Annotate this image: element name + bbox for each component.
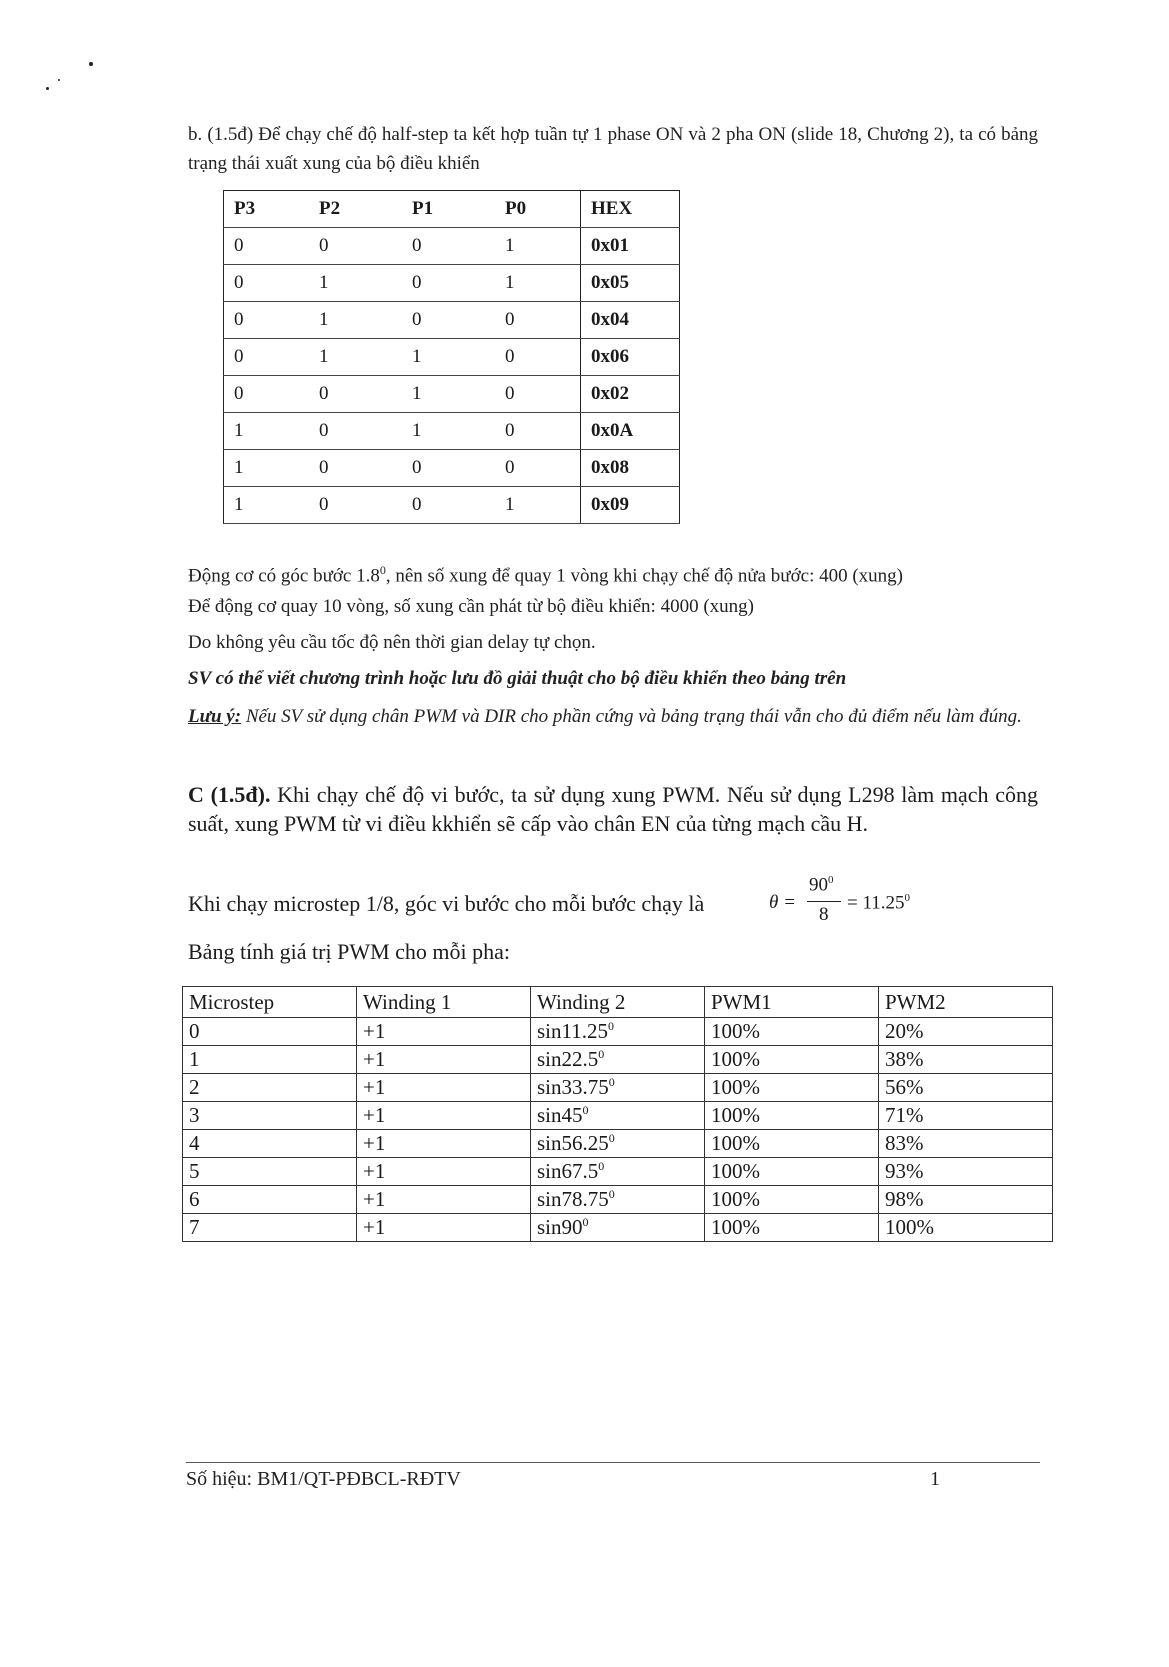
numerator-value: 90 bbox=[809, 874, 828, 896]
cell-value: 100% bbox=[711, 1019, 760, 1043]
degree-sup: 0 bbox=[608, 1075, 615, 1089]
table-cell bbox=[531, 1214, 705, 1242]
table-cell: 1 bbox=[402, 339, 495, 376]
cell-value: 20% bbox=[885, 1019, 924, 1043]
cell-value: 100% bbox=[711, 1187, 760, 1211]
cell-value: 4 bbox=[189, 1131, 200, 1155]
table-cell bbox=[183, 1046, 357, 1074]
col-header-winding-2: Winding 2 bbox=[531, 987, 705, 1018]
formula-result bbox=[847, 892, 910, 914]
cell-value: 93% bbox=[885, 1159, 924, 1183]
part-c-text: Khi chạy chế độ vi bước, ta sử dụng xung PWM. Nếu sử dụng L298 làm mạch công suất, xung PWM từ vi điều kkhiển sẽ cấp vào chân EN của từng mạch cầu H. bbox=[188, 782, 1038, 836]
formula-numerator bbox=[809, 874, 834, 896]
table-cell bbox=[531, 1130, 705, 1158]
table-row bbox=[183, 1130, 1053, 1158]
table-cell bbox=[357, 1186, 531, 1214]
cell-value: sin90 bbox=[537, 1215, 583, 1239]
step-angle-text: Động cơ có góc bước 1.8 bbox=[188, 565, 380, 587]
table-cell bbox=[531, 1074, 705, 1102]
cell-value: 83% bbox=[885, 1131, 924, 1155]
degree-sup: 0 bbox=[608, 1131, 615, 1145]
cell-value: 2 bbox=[189, 1075, 200, 1099]
pwm-table bbox=[182, 986, 1053, 1242]
col-header-p2: P2 bbox=[309, 191, 402, 228]
cell-value: 100% bbox=[711, 1103, 760, 1127]
table-cell: 0 bbox=[495, 339, 581, 376]
table-cell: 1 bbox=[224, 487, 310, 524]
table-cell bbox=[879, 1046, 1053, 1074]
table-cell: 0x05 bbox=[581, 265, 680, 302]
table-cell: 0 bbox=[402, 450, 495, 487]
table-cell bbox=[705, 1046, 879, 1074]
table-cell bbox=[357, 1214, 531, 1242]
table-cell bbox=[357, 1018, 531, 1046]
col-header-pwm2: PWM2 bbox=[879, 987, 1053, 1018]
scan-speck bbox=[46, 87, 49, 90]
table-cell bbox=[357, 1130, 531, 1158]
delay-line: Do không yêu cầu tốc độ nên thời gian delay tự chọn. bbox=[188, 632, 596, 653]
table-row bbox=[224, 265, 680, 302]
table-row bbox=[183, 1102, 1053, 1130]
col-header-p0: P0 bbox=[495, 191, 581, 228]
table-cell bbox=[879, 1130, 1053, 1158]
cell-value: sin56.25 bbox=[537, 1131, 609, 1155]
table-cell bbox=[705, 1214, 879, 1242]
table-cell bbox=[879, 1214, 1053, 1242]
table-cell bbox=[183, 1186, 357, 1214]
cell-value: 7 bbox=[189, 1215, 200, 1239]
table-cell: 1 bbox=[309, 265, 402, 302]
cell-value: sin45 bbox=[537, 1103, 583, 1127]
table-cell bbox=[183, 1102, 357, 1130]
table-cell: 1 bbox=[495, 228, 581, 265]
table-cell: 0 bbox=[402, 487, 495, 524]
table-cell: 0x01 bbox=[581, 228, 680, 265]
table-cell: 0 bbox=[224, 228, 310, 265]
fraction-bar bbox=[807, 901, 841, 902]
table-header-row bbox=[183, 987, 1053, 1018]
degree-sup: 0 bbox=[607, 1019, 614, 1033]
program-instruction-line: SV có thể viết chương trình hoặc lưu đồ giải thuật cho bộ điều khiển theo bảng trên bbox=[188, 668, 847, 689]
cell-value: +1 bbox=[363, 1075, 386, 1099]
table-cell: 0 bbox=[309, 228, 402, 265]
table-cell: 0x04 bbox=[581, 302, 680, 339]
part-b-intro: b. (1.5đ) Để chạy chế độ half-step ta kết hợp tuần tự 1 phase ON và 2 pha ON (slide 18, Chương 2), ta có bảng trạng thái xuất xung của bộ điều khiển bbox=[188, 124, 1038, 174]
table-cell bbox=[531, 1158, 705, 1186]
degree-sup: 0 bbox=[598, 1047, 605, 1061]
formula-denominator: 8 bbox=[819, 904, 829, 925]
cell-value: sin78.75 bbox=[537, 1187, 609, 1211]
cell-value: 98% bbox=[885, 1187, 924, 1211]
table-cell bbox=[183, 1130, 357, 1158]
microstep-line: Khi chạy microstep 1/8, góc vi bước cho mỗi bước chạy là bbox=[188, 891, 705, 916]
table-cell: 0 bbox=[309, 376, 402, 413]
table-cell: 0x02 bbox=[581, 376, 680, 413]
table-cell: 1 bbox=[402, 413, 495, 450]
cell-value: +1 bbox=[363, 1131, 386, 1155]
table-cell: 1 bbox=[495, 265, 581, 302]
part-c-heading: C (1.5đ). bbox=[188, 782, 271, 807]
cell-value: sin11.25 bbox=[537, 1019, 608, 1043]
table-row bbox=[224, 487, 680, 524]
table-row bbox=[183, 1074, 1053, 1102]
table-cell: 0 bbox=[309, 487, 402, 524]
degree-sup: 0 bbox=[828, 874, 834, 886]
cell-value: 3 bbox=[189, 1103, 200, 1127]
table-cell: 1 bbox=[495, 487, 581, 524]
note-label: Lưu ý: bbox=[188, 706, 242, 727]
col-header-p3: P3 bbox=[224, 191, 310, 228]
table-cell: 0 bbox=[309, 450, 402, 487]
cell-value: 100% bbox=[711, 1159, 760, 1183]
table-row bbox=[224, 376, 680, 413]
table-cell bbox=[357, 1046, 531, 1074]
cell-value: +1 bbox=[363, 1019, 386, 1043]
table-cell: 0 bbox=[224, 339, 310, 376]
cell-value: +1 bbox=[363, 1047, 386, 1071]
cell-value: sin22.5 bbox=[537, 1047, 599, 1071]
cell-value: +1 bbox=[363, 1215, 386, 1239]
col-header-pwm1: PWM1 bbox=[705, 987, 879, 1018]
table-row bbox=[183, 1158, 1053, 1186]
table-cell bbox=[183, 1158, 357, 1186]
table-cell: 0 bbox=[402, 302, 495, 339]
cell-value: 5 bbox=[189, 1159, 200, 1183]
table-cell: 1 bbox=[224, 450, 310, 487]
cell-value: 100% bbox=[711, 1047, 760, 1071]
note-line bbox=[188, 702, 1038, 731]
note-text: Nếu SV sử dụng chân PWM và DIR cho phần cứng và bảng trạng thái vẫn cho đủ điểm nếu làm đúng. bbox=[241, 706, 1022, 727]
table-cell: 1 bbox=[309, 302, 402, 339]
table-row bbox=[224, 450, 680, 487]
table-cell bbox=[357, 1158, 531, 1186]
degree-sup: 0 bbox=[582, 1103, 589, 1117]
table-row bbox=[183, 1186, 1053, 1214]
cell-value: 100% bbox=[711, 1131, 760, 1155]
cell-value: 100% bbox=[711, 1075, 760, 1099]
table-cell: 0 bbox=[402, 265, 495, 302]
table-cell: 0 bbox=[402, 228, 495, 265]
cell-value: 38% bbox=[885, 1047, 924, 1071]
cell-value: 100% bbox=[711, 1215, 760, 1239]
table-row bbox=[183, 1046, 1053, 1074]
cell-value: +1 bbox=[363, 1159, 386, 1183]
footer-divider bbox=[186, 1462, 1040, 1463]
degree-sup: 0 bbox=[608, 1187, 615, 1201]
pwm-table-caption: Bảng tính giá trị PWM cho mỗi pha: bbox=[188, 939, 511, 964]
table-cell bbox=[531, 1186, 705, 1214]
scan-speck bbox=[58, 79, 60, 81]
table-row bbox=[224, 302, 680, 339]
formula-theta: θ = bbox=[769, 892, 796, 913]
table-cell: 0 bbox=[495, 376, 581, 413]
table-cell: 0 bbox=[495, 450, 581, 487]
table-cell bbox=[879, 1074, 1053, 1102]
table-cell: 0x0A bbox=[581, 413, 680, 450]
table-cell bbox=[879, 1018, 1053, 1046]
table-cell: 1 bbox=[309, 339, 402, 376]
cell-value: sin67.5 bbox=[537, 1159, 599, 1183]
table-cell: 0x08 bbox=[581, 450, 680, 487]
cell-value: 0 bbox=[189, 1019, 200, 1043]
table-cell bbox=[531, 1018, 705, 1046]
cell-value: 100% bbox=[885, 1215, 934, 1239]
table-cell: 1 bbox=[402, 376, 495, 413]
cell-value: 71% bbox=[885, 1103, 924, 1127]
table-cell bbox=[705, 1102, 879, 1130]
half-step-state-table bbox=[223, 190, 680, 524]
degree-sup: 0 bbox=[598, 1159, 605, 1173]
table-cell: 0 bbox=[224, 302, 310, 339]
table-cell bbox=[357, 1074, 531, 1102]
table-cell: 0 bbox=[309, 413, 402, 450]
table-row bbox=[224, 339, 680, 376]
table-cell: 0 bbox=[495, 413, 581, 450]
table-cell: 0x09 bbox=[581, 487, 680, 524]
microstep-angle-formula bbox=[769, 874, 949, 930]
table-cell: 0 bbox=[224, 376, 310, 413]
part-c-intro bbox=[188, 780, 1038, 838]
table-row bbox=[224, 413, 680, 450]
table-cell: 0 bbox=[224, 265, 310, 302]
step-angle-line bbox=[188, 556, 1038, 590]
step-angle-text-rest: , nên số xung để quay 1 vòng khi chạy chế độ nửa bước: 400 (xung) bbox=[385, 565, 904, 587]
degree-sup: 0 bbox=[379, 563, 386, 577]
table-cell bbox=[879, 1158, 1053, 1186]
cell-value: +1 bbox=[363, 1187, 386, 1211]
table-cell bbox=[705, 1130, 879, 1158]
col-header-hex: HEX bbox=[581, 191, 680, 228]
table-header-row bbox=[224, 191, 680, 228]
col-header-microstep: Microstep bbox=[183, 987, 357, 1018]
scan-speck bbox=[89, 62, 93, 66]
footer-page-number: 1 bbox=[930, 1468, 940, 1490]
table-cell bbox=[183, 1018, 357, 1046]
table-cell bbox=[705, 1074, 879, 1102]
table-cell bbox=[183, 1214, 357, 1242]
degree-sup: 0 bbox=[904, 892, 911, 904]
result-value: = 11.25 bbox=[847, 892, 905, 914]
table-row bbox=[183, 1018, 1053, 1046]
col-header-p1: P1 bbox=[402, 191, 495, 228]
table-cell bbox=[183, 1074, 357, 1102]
table-cell bbox=[531, 1046, 705, 1074]
table-cell: 0 bbox=[495, 302, 581, 339]
table-cell bbox=[879, 1102, 1053, 1130]
table-cell bbox=[705, 1186, 879, 1214]
footer-doc-code: Số hiệu: BM1/QT-PĐBCL-RĐTV bbox=[186, 1468, 461, 1490]
col-header-winding-1: Winding 1 bbox=[357, 987, 531, 1018]
cell-value: +1 bbox=[363, 1103, 386, 1127]
cell-value: sin33.75 bbox=[537, 1075, 609, 1099]
pulse-count-line: Để động cơ quay 10 vòng, số xung cần phát từ bộ điều khiển: 4000 (xung) bbox=[188, 596, 754, 617]
table-cell bbox=[705, 1158, 879, 1186]
degree-sup: 0 bbox=[582, 1215, 589, 1229]
table-cell: 1 bbox=[224, 413, 310, 450]
table-cell bbox=[357, 1102, 531, 1130]
table-row bbox=[183, 1214, 1053, 1242]
cell-value: 1 bbox=[189, 1047, 200, 1071]
table-cell bbox=[705, 1018, 879, 1046]
cell-value: 6 bbox=[189, 1187, 200, 1211]
table-cell bbox=[531, 1102, 705, 1130]
table-cell: 0x06 bbox=[581, 339, 680, 376]
table-row bbox=[224, 228, 680, 265]
cell-value: 56% bbox=[885, 1075, 924, 1099]
table-cell bbox=[879, 1186, 1053, 1214]
